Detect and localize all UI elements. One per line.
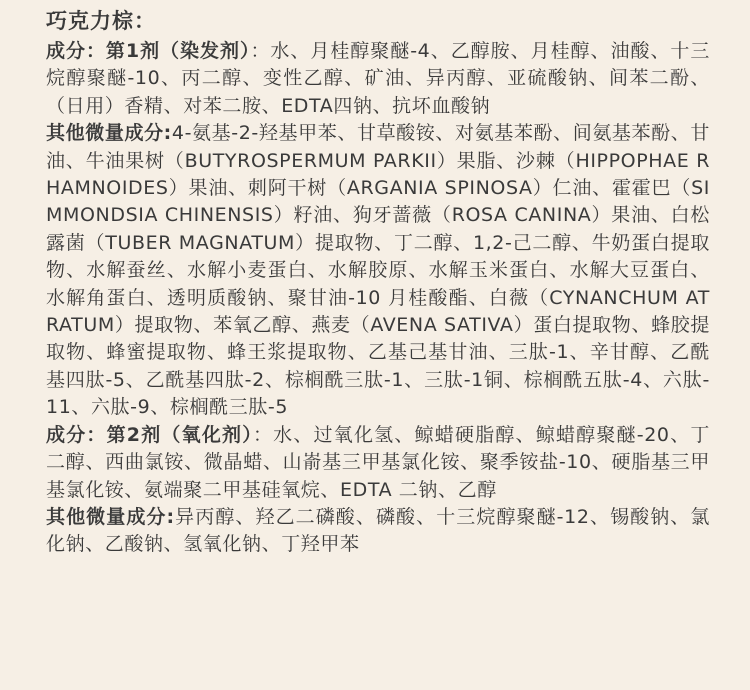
dye-ingredients-label: 成分：第1剂（染发剂） (46, 40, 251, 62)
dye-trace-ingredients-block (46, 120, 710, 421)
dye-ingredients-block (46, 38, 710, 120)
oxidant-ingredients-label: 成分：第2剂（氧化剂） (46, 423, 253, 446)
oxidant-ingredients-text: ：水、过氧化氢、鲸蜡硬脂醇、鲸蜡醇聚醚-20、丁二醇、西曲氯铵、微晶蜡、山嵛基三甲基氯化铵、聚季铵盐-10、硬脂基三甲基氯化铵、氨端聚二甲基硅氧烷、EDTA 二钠、乙醇 (46, 423, 710, 501)
oxidant-trace-ingredients-text: 异丙醇、羟乙二磷酸、磷酸、十三烷醇聚醚-12、锡酸钠、氯化钠、乙酸钠、氢氧化钠、丁羟甲苯 (46, 505, 710, 556)
dye-trace-ingredients-label: 其他微量成分: (46, 122, 172, 145)
dye-trace-ingredients-text: 4-氨基-2-羟基甲苯、甘草酸铵、对氨基苯酚、间氨基苯酚、甘油、牛油果树（BUTYROSPERMUM PARKII）果脂、沙棘（HIPPOPHAE RHAMNOIDES）果油、刺阿干树（ARGANIA SPINOSA）仁油、霍霍巴（SIMMONDSIA CHINENSIS）籽油、狗牙蔷薇（ROSA CANINA）果油、白松露菌（TUBER MAGNATUM）提取物、丁二醇、1,2-己二醇、牛奶蛋白提取物、水解蚕丝、水解小麦蛋白、水解胶原、水解玉米蛋白、水解大豆蛋白、水解角蛋白、透明质酸钠、聚甘油-10 月桂酸酯、白薇（CYNANCHUM ATRATUM）提取物、苯氧乙醇、燕麦（AVENA SATIVA）蛋白提取物、蜂胶提取物、蜂蜜提取物、蜂王浆提取物、乙基己基甘油、三肽-1、辛甘醇、乙酰基四肽-5、乙酰基四肽-2、棕榈酰三肽-1、三肽-1铜、棕榈酰五肽-4、六肽-11、六肽-9、棕榈酰三肽-5 (46, 122, 710, 419)
oxidant-trace-ingredients-block (46, 504, 710, 559)
dye-ingredients-text: ：水、月桂醇聚醚-4、乙醇胺、月桂醇、油酸、十三烷醇聚醚-10、丙二醇、变性乙醇、矿油、异丙醇、亚硫酸钠、间苯二酚、（日用）香精、对苯二胺、EDTA四钠、抗坏血酸钠 (46, 40, 710, 117)
product-title: 巧克力棕： (46, 9, 156, 33)
oxidant-ingredients-block (46, 422, 710, 504)
oxidant-trace-ingredients-label: 其他微量成分: (46, 505, 175, 528)
